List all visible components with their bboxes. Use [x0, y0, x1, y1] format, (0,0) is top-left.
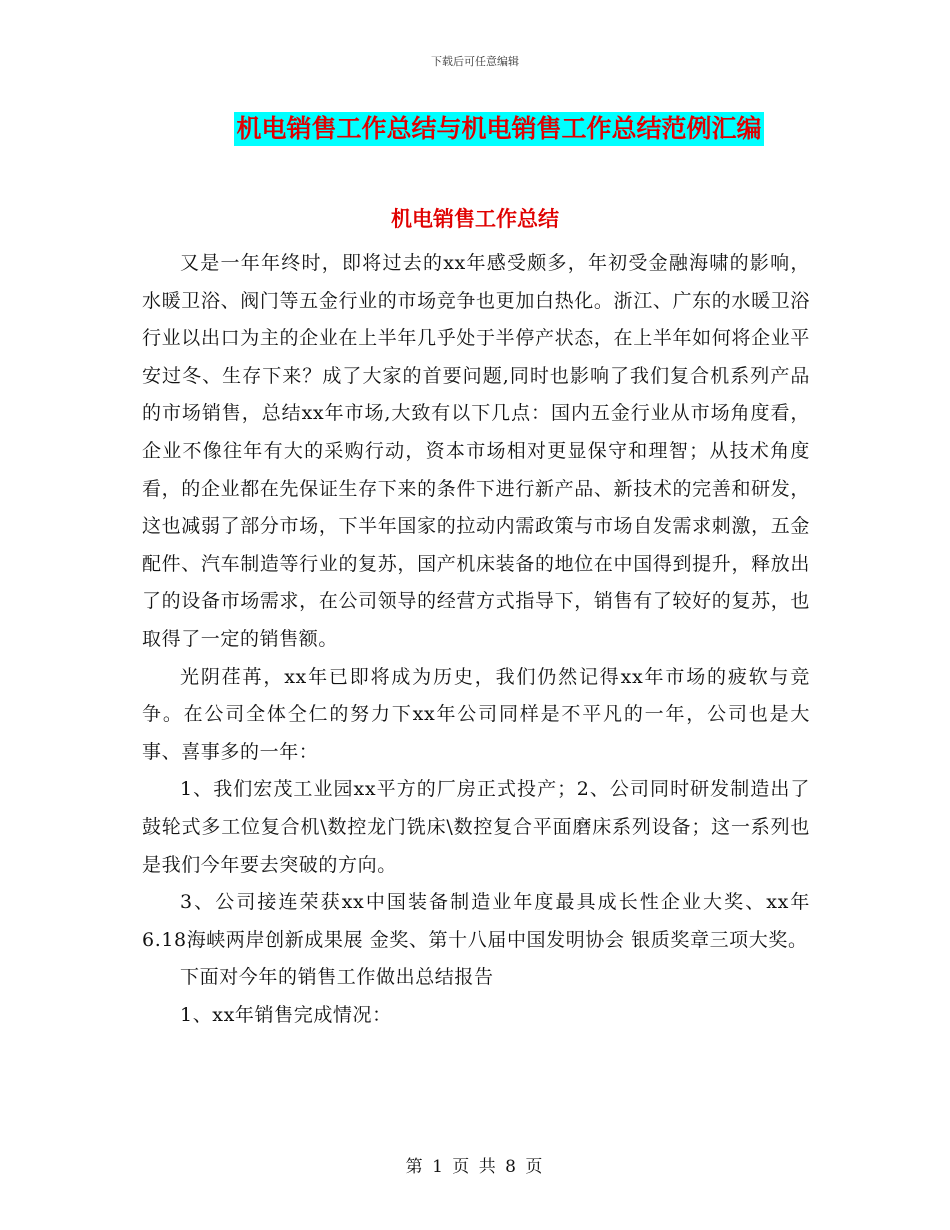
paragraph-6: 1、xx年销售完成情况：: [180, 1003, 392, 1026]
page-number: 第 1 页 共 8 页: [405, 1157, 545, 1177]
paragraph-1: 又是一年年终时，即将过去的xx年感受颇多，年初受金融海啸的影响，水暖卫浴、阀门等五金行业的市场竞争也更加白热化。浙江、广东的水暖卫浴行业以出口为主的企业在上半年几乎处于半停产状态，在上半年如何将企业平安过冬、生存下来？成了大家的首要问题,同时也影响了我们复合机系列产品的市场销售，总结xx年市场,大致有以下几点：国内五金行业从市场角度看，企业不像往年有大的采购行动，资本市场相对更显保守和理智；从技术角度看，的企业都在先保证生存下来的条件下进行新产品、新技术的完善和研发，这也减弱了部分市场，下半年国家的拉动内需政策与市场自发需求刺激，五金配件、汽车制造等行业的复苏，国产机床装备的地位在中国得到提升，释放出了的设备市场需求，在公司领导的经营方式指导下，销售有了较好的复苏，也取得了一定的销售额。: [142, 252, 810, 650]
paragraph-3: 1、我们宏茂工业园xx平方的厂房正式投产；2、公司同时研发制造出了鼓轮式多工位复合机\数控龙门铣床\数控复合平面磨床系列设备；这一系列也是我们今年要去突破的方向。: [142, 778, 810, 876]
page-header-note: 下载后可任意编辑: [431, 55, 519, 68]
paragraph-4: 3、公司接连荣获xx中国装备制造业年度最具成长性企业大奖、xx年6.18海峡两岸创新成果展 金奖、第十八届中国发明协会 银质奖章三项大奖。: [142, 891, 810, 951]
document-body: [142, 245, 810, 1034]
paragraph-2: 光阴荏苒，xx年已即将成为历史，我们仍然记得xx年市场的疲软与竞争。在公司全体仝仁的努力下xx年公司同样是不平凡的一年，公司也是大事、喜事多的一年：: [142, 665, 810, 763]
paragraph-5: 下面对今年的销售工作做出总结报告: [180, 966, 494, 989]
document-title-text: 机电销售工作总结与机电销售工作总结范例汇编: [234, 112, 763, 146]
section-title: 机电销售工作总结: [391, 207, 559, 231]
document-title: [0, 112, 950, 146]
